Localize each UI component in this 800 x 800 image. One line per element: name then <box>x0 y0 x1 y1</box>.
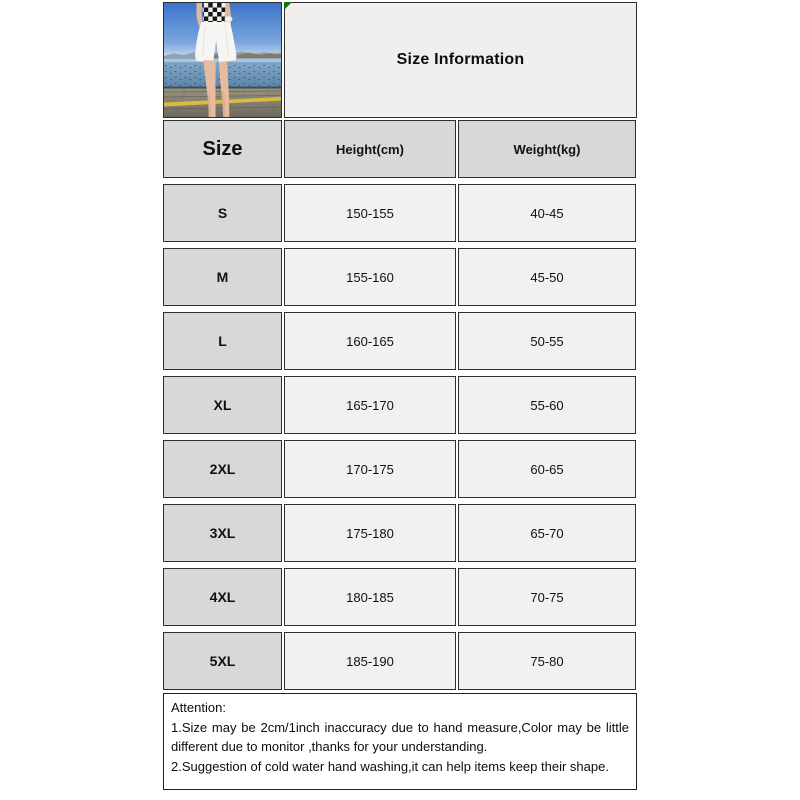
row-l-size: L <box>163 312 282 370</box>
row-5xl-size: 5XL <box>163 632 282 690</box>
column-header-weight: Weight(kg) <box>458 120 636 178</box>
row-m-weight: 45-50 <box>458 248 636 306</box>
row-l-weight: 50-55 <box>458 312 636 370</box>
row-s-height: 150-155 <box>284 184 456 242</box>
row-3xl-weight: 65-70 <box>458 504 636 562</box>
row-5xl-height: 185-190 <box>284 632 456 690</box>
row-3xl-size: 3XL <box>163 504 282 562</box>
size-table <box>163 120 637 690</box>
row-2xl-size: 2XL <box>163 440 282 498</box>
attention-title: Attention: <box>171 700 226 715</box>
checkered-top <box>202 3 225 23</box>
column-header-size: Size <box>163 120 282 178</box>
row-xl-weight: 55-60 <box>458 376 636 434</box>
attention-item-2: 2.Suggestion of cold water hand washing,it can help items keep their shape. <box>171 758 609 774</box>
row-5xl-weight: 75-80 <box>458 632 636 690</box>
row-l-height: 160-165 <box>284 312 456 370</box>
product-photo <box>163 2 282 118</box>
row-4xl-weight: 70-75 <box>458 568 636 626</box>
size-chart-sheet <box>163 2 637 790</box>
row-2xl-weight: 60-65 <box>458 440 636 498</box>
attention-note <box>163 693 637 790</box>
row-m-height: 155-160 <box>284 248 456 306</box>
row-xl-height: 165-170 <box>284 376 456 434</box>
row-3xl-height: 175-180 <box>284 504 456 562</box>
row-2xl-height: 170-175 <box>284 440 456 498</box>
page-title: Size Information <box>396 51 525 68</box>
row-m-size: M <box>163 248 282 306</box>
green-corner-marker <box>284 2 292 10</box>
row-4xl-size: 4XL <box>163 568 282 626</box>
size-information-header <box>284 2 637 118</box>
top-band <box>163 2 637 118</box>
wrist-scrunchie <box>225 16 233 22</box>
row-xl-size: XL <box>163 376 282 434</box>
row-4xl-height: 180-185 <box>284 568 456 626</box>
column-header-height: Height(cm) <box>284 120 456 178</box>
attention-item-1: 1.Size may be 2cm/1inch inaccuracy due to hand measure,Color may be little different due to monitor ,thanks for your understanding. <box>171 719 629 754</box>
product-photo-illustration <box>164 3 281 117</box>
row-s-size: S <box>163 184 282 242</box>
row-s-weight: 40-45 <box>458 184 636 242</box>
